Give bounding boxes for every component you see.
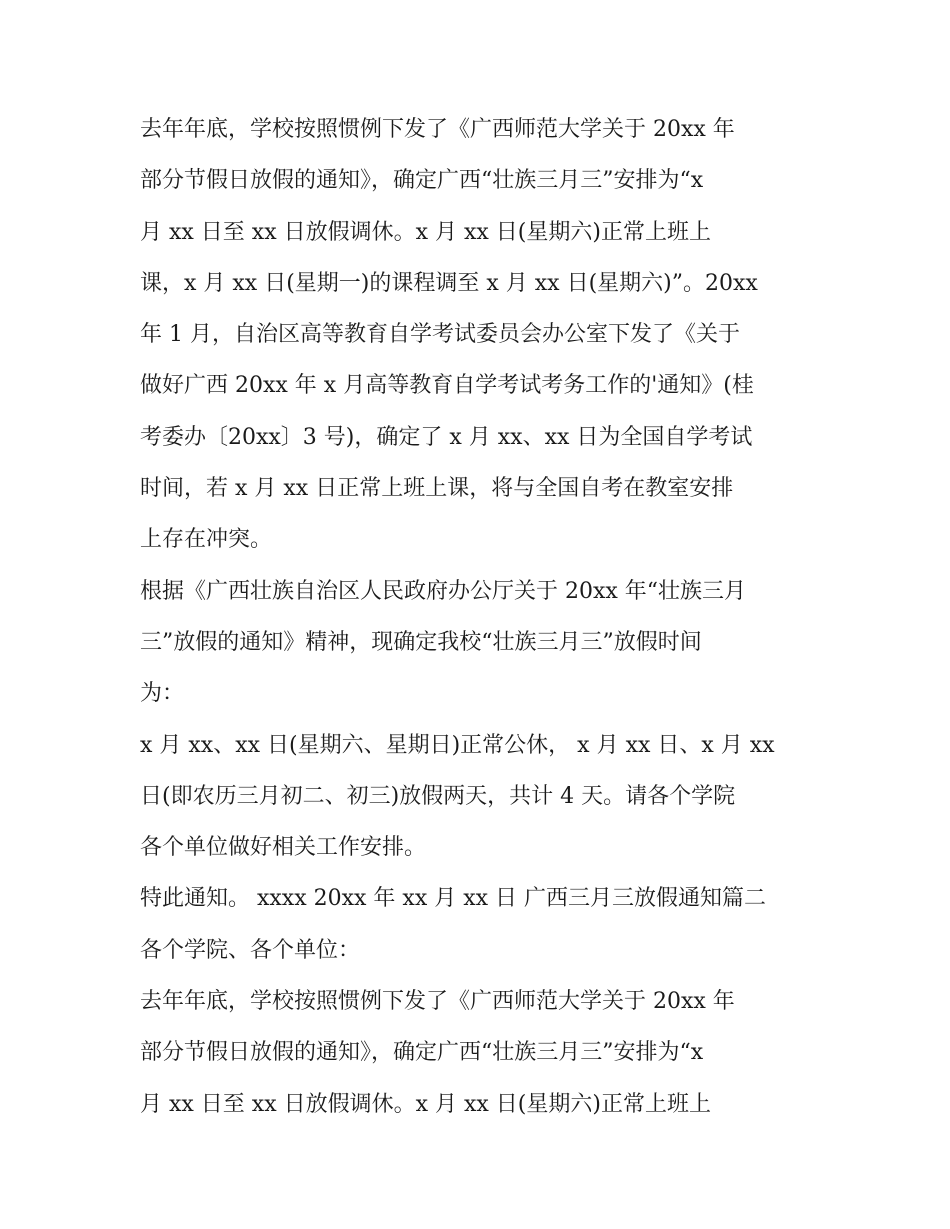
text-line: 做好广西 20xx 年 x 月高等教育自学考试考务工作的'通知》(桂 [140,373,754,399]
text-line: 部分节假日放假的通知》，确定广西“壮族三月三”安排为“x [140,1040,704,1066]
text-line: 去年年底，学校按照惯例下发了《广西师范大学关于 20xx 年 [140,989,735,1015]
text-line: 部分节假日放假的通知》，确定广西“壮族三月三”安排为“x [140,168,704,194]
document-body [140,104,820,1130]
text-line: 三”放假的通知》精神，现确定我校“壮族三月三”放假时间 [140,629,702,655]
text-line: 各个学院、各个单位： [140,937,361,963]
text-line: 特此通知。 xxxx 20xx 年 xx 月 xx 日 广西三月三放假通知篇二 [140,886,767,912]
text-line: 年 1 月，自治区高等教育自学考试委员会办公室下发了《关于 [140,322,740,348]
text-line: 各个单位做好相关工作安排。 [140,835,427,861]
text-line: 时间，若 x 月 xx 日正常上班上课，将与全国自考在教室安排 [140,476,734,502]
text-line: 去年年底，学校按照惯例下发了《广西师范大学关于 20xx 年 [140,117,735,142]
text-line: 月 xx 日至 xx 日放假调休。x 月 xx 日(星期六)正常上班上 [140,219,711,245]
text-line: 根据《广西壮族自治区人民政府办公厅关于 20xx 年“壮族三月 [140,578,747,604]
text-line: 考委办〔20xx〕3 号)，确定了 x 月 xx、xx 日为全国自学考试 [140,424,753,450]
text-line: 月 xx 日至 xx 日放假调休。x 月 xx 日(星期六)正常上班上 [140,1091,711,1117]
text-line: 上存在冲突。 [140,527,273,553]
text-line: 课，x 月 xx 日(星期一)的课程调至 x 月 xx 日(星期六)”。20xx [140,270,758,296]
text-line: x 月 xx、xx 日(星期六、星期日)正常公休， x 月 xx 日、x 月 xx [140,732,775,758]
text-line: 为： [140,681,185,707]
text-line: 日(即农历三月初二、初三)放假两天，共计 4 天。请各个学院 [140,783,736,809]
